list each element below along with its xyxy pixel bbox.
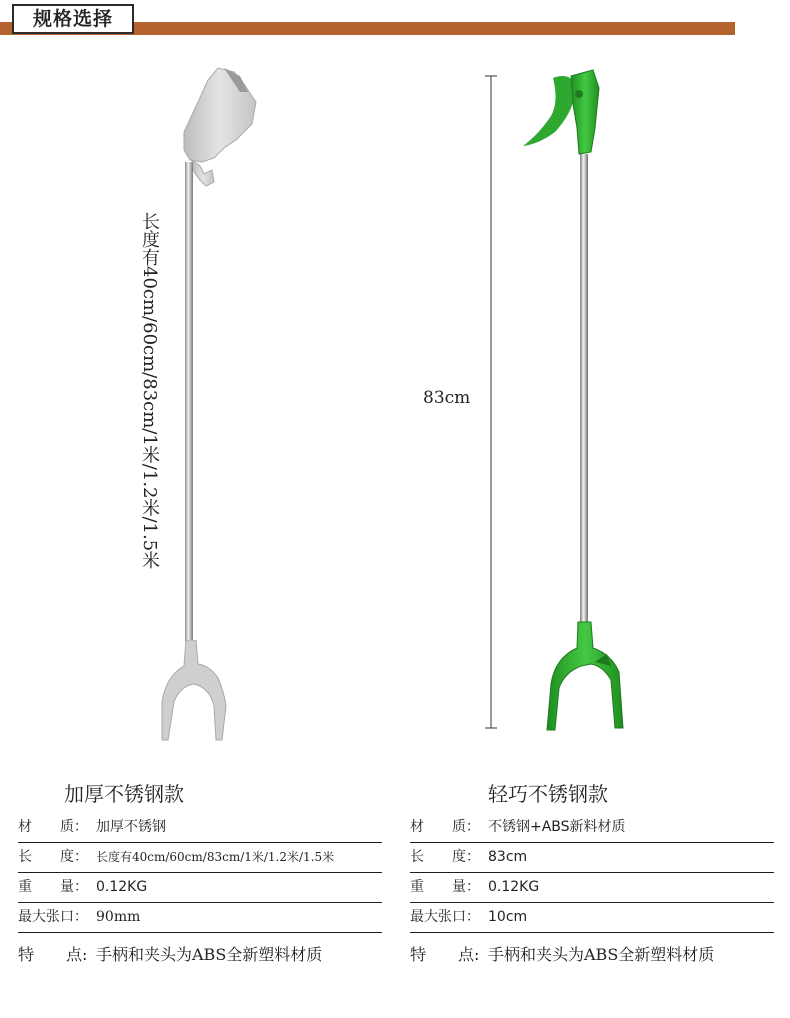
spec-row-opening: 最大张口： 10cm — [410, 909, 528, 925]
spec-row-feature: 特 点: 手柄和夹头为ABS全新塑料材质 — [18, 945, 323, 964]
spec-row-material: 材 质： 加厚不锈钢 — [18, 819, 166, 835]
dimension-label: 83cm — [423, 388, 471, 408]
section-title: 规格选择 — [12, 4, 134, 34]
grey-grabber-jaw — [152, 640, 232, 750]
spec-row-length: 长 度： 83cm — [410, 849, 528, 865]
spec-row-weight: 重 量： 0.12KG — [18, 879, 148, 895]
spec-row-weight: 重 量： 0.12KG — [410, 879, 540, 895]
length-options-vertical-text: 长度有40cm/60cm/83cm/1米/1.2米/1.5米 — [139, 212, 160, 570]
spec-divider — [410, 932, 774, 933]
right-product-name: 轻巧不锈钢款 — [488, 782, 608, 806]
spec-row-opening: 最大张口： 90mm — [18, 909, 141, 925]
spec-row-material: 材 质： 不锈钢+ABS新料材质 — [410, 819, 626, 835]
spec-row-feature: 特 点: 手柄和夹头为ABS全新塑料材质 — [410, 945, 715, 964]
green-grabber-image — [515, 68, 635, 738]
dimension-line — [481, 72, 501, 732]
spec-row-length: 长 度： 长度有40cm/60cm/83cm/1米/1.2米/1.5米 — [18, 849, 335, 865]
left-product-name: 加厚不锈钢款 — [64, 782, 184, 806]
spec-divider — [18, 932, 382, 933]
